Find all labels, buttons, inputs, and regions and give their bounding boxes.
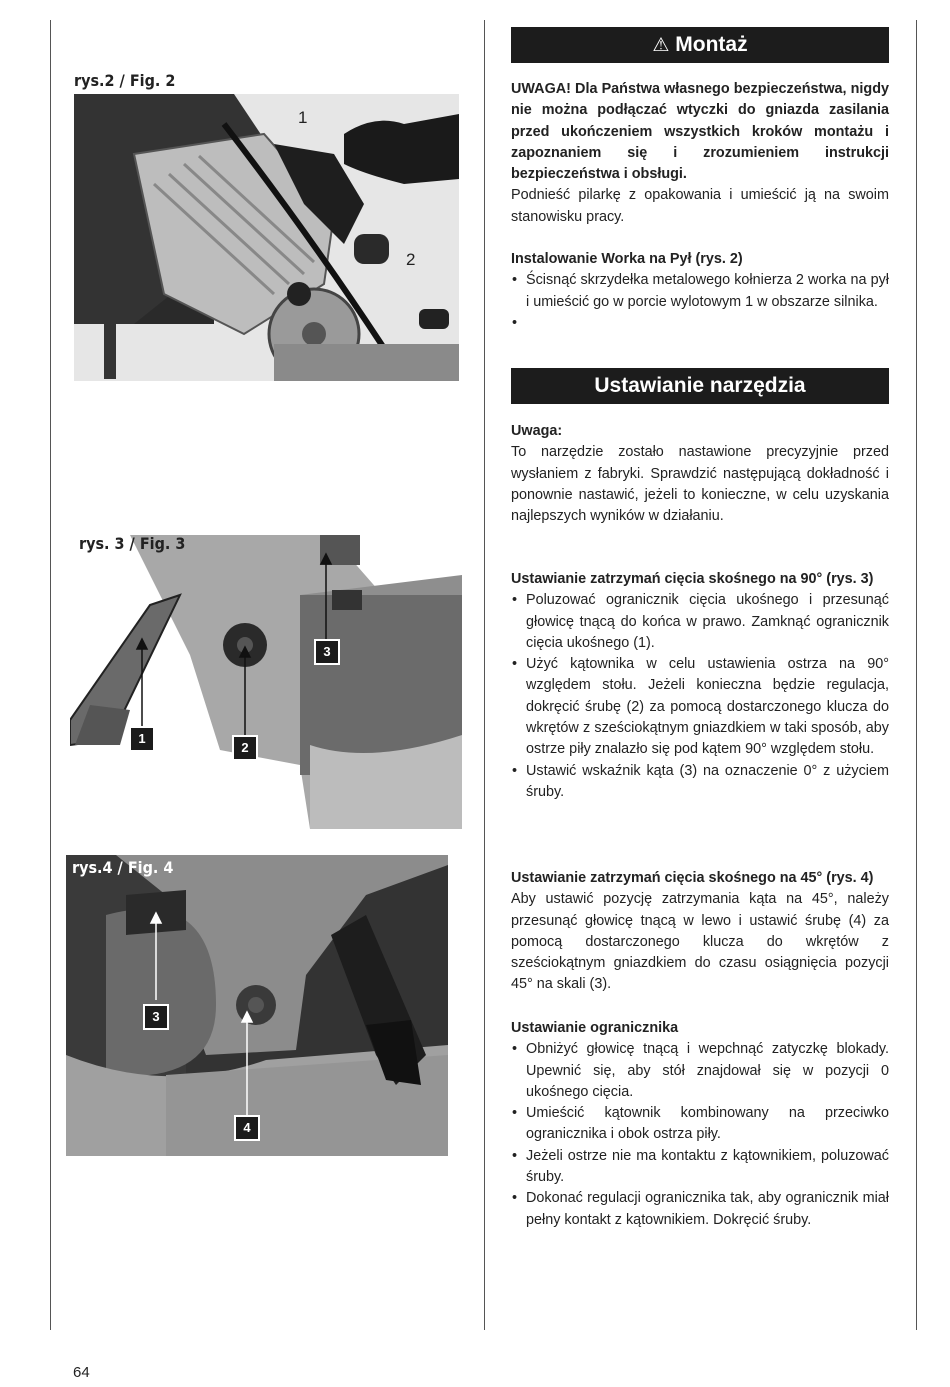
left-margin-rule bbox=[50, 20, 51, 1330]
stop90-list bbox=[511, 590, 889, 803]
figure-3-label: rys. 3 / Fig. 3 bbox=[79, 534, 186, 553]
list-item: • Obniżyć głowicę tnącą i wepchnąć zatyczkę blokady. Upewnić się, aby stół znajdował się w pozycji 0 ukośnego cięcia. bbox=[511, 1039, 889, 1103]
column-divider-rule bbox=[484, 20, 485, 1330]
dust-bag-list bbox=[511, 270, 889, 334]
list-item: • Jeżeli ostrze nie ma kontaktu z kątownikiem, poluzować śruby. bbox=[511, 1146, 889, 1189]
right-margin-rule bbox=[916, 20, 917, 1330]
dust-bag-heading: Instalowanie Worka na Pył (rys. 2) bbox=[511, 251, 743, 268]
figure-2-label: rys.2 / Fig. 2 bbox=[74, 71, 176, 90]
safety-warning: UWAGA! Dla Państwa własnego bezpieczeństwa, nigdy nie można podłączać wtyczki do gniazda zasilania przed ukończeniem wszystkich kroków montażu i zapoznaniem się i zrozumieniem instrukcji bezpieczeństwa i obsługi. bbox=[511, 81, 889, 183]
limiter-section bbox=[511, 1018, 889, 1231]
list-item: • Poluzować ogranicznik cięcia ukośnego i przesunąć głowicę tnącą do końca w prawo. Zamknąć ogranicznik cięcia ukośnego (1). bbox=[511, 590, 889, 654]
section-banner-ustawianie bbox=[511, 368, 889, 404]
list-item bbox=[511, 313, 889, 334]
warning-triangle-icon: ⚠ bbox=[652, 35, 670, 56]
figure-2-callout-2: 2 bbox=[406, 250, 416, 269]
page-number: 64 bbox=[73, 1364, 90, 1381]
figure-3-callout-1: 1 bbox=[131, 728, 153, 750]
list-item: • Ścisnąć skrzydełka metalowego kołnierza 2 worka na pył i umieścić go w porcie wylotowym 1 w obszarze silnika. bbox=[511, 270, 889, 313]
figure-4-callout-4: 4 bbox=[236, 1117, 258, 1139]
stop45-section bbox=[511, 868, 889, 996]
figure-2-callout-1: 1 bbox=[298, 108, 308, 127]
list-item: • Dokonać regulacji ogranicznika tak, aby ogranicznik miał pełny kontakt z kątownikiem. Dokręcić śruby. bbox=[511, 1188, 889, 1231]
list-item: • Ustawić wskaźnik kąta (3) na oznaczenie 0° z użyciem śruby. bbox=[511, 761, 889, 804]
ustawianie-note bbox=[511, 421, 889, 527]
list-item: • Umieścić kątownik kombinowany na przeciwko ogranicznika i obok ostrza piły. bbox=[511, 1103, 889, 1146]
list-item: • Użyć kątownika w celu ustawienia ostrza na 90° względem stołu. Jeżeli konieczna będzie regulacja, dokręcić śrubę (2) za pomocą dostarczonego klucza do wkrętów z sześciokątnym gniazdkiem w taki sposób, aby ostrze piły znalazło się pod kątem 90° względem stołu. bbox=[511, 654, 889, 760]
section-title-ustawianie: Ustawianie narzędzia bbox=[594, 374, 806, 397]
limiter-list bbox=[511, 1039, 889, 1231]
note-text: To narzędzie zostało nastawione precyzyjnie przed wysłaniem z fabryki. Sprawdzić następującą dokładność i ponownie nastawić, jeżeli to konieczne, w celu uzyskania najlepszych wyników w działaniu. bbox=[511, 444, 889, 525]
stop90-heading: Ustawianie zatrzymań cięcia skośnego na 90° (rys. 3) bbox=[511, 571, 874, 587]
section-banner-montaz bbox=[511, 27, 889, 63]
figure-3-callout-2: 2 bbox=[234, 737, 256, 759]
figure-4-photo bbox=[66, 855, 448, 1156]
montaz-intro: Podnieść pilarkę z opakowania i umieścić ją na swoim stanowisku pracy. bbox=[511, 187, 889, 225]
montaz-text bbox=[511, 79, 889, 334]
section-title-montaz: Montaż bbox=[675, 33, 748, 56]
stop90-section bbox=[511, 569, 889, 803]
figure-4-callout-3: 3 bbox=[145, 1006, 167, 1028]
stop45-heading: Ustawianie zatrzymań cięcia skośnego na 45° (rys. 4) bbox=[511, 870, 874, 886]
stop45-text: Aby ustawić pozycję zatrzymania kąta na 45°, należy przesunąć głowicę tnącą w lewo i ustawić śrubę (4) za pomocą dostarczonego klucza do wkrętów z sześciokątnym gniazdkiem do czasu osiągnięcia pozycji 45° na skali (3). bbox=[511, 891, 889, 993]
figure-3-photo bbox=[70, 535, 462, 829]
figure-4-label: rys.4 / Fig. 4 bbox=[72, 858, 174, 877]
figure-2-photo bbox=[74, 94, 459, 381]
limiter-heading: Ustawianie ogranicznika bbox=[511, 1020, 679, 1036]
figure-3-callout-3: 3 bbox=[316, 641, 338, 663]
note-heading: Uwaga: bbox=[511, 423, 563, 439]
